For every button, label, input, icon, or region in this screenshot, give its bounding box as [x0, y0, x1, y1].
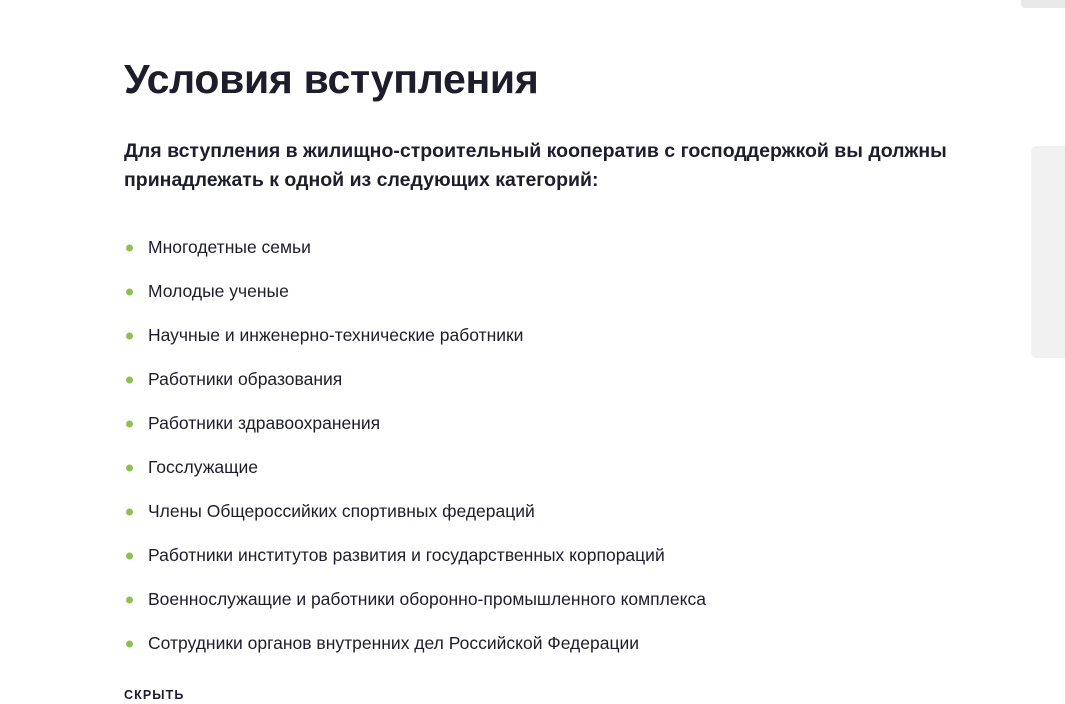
top-right-tab	[1021, 0, 1065, 8]
bullet-icon	[126, 464, 133, 471]
list-item-label: Члены Общероссийких спортивных федераций	[148, 500, 535, 521]
list-item-label: Научные и инженерно-технические работники	[148, 324, 524, 345]
list-item-label: Молодые ученые	[148, 280, 289, 301]
collapse-button[interactable]: СКРЫТЬ	[124, 687, 185, 702]
list-item-label: Сотрудники органов внутренних дел Российской Федерации	[148, 632, 640, 653]
bullet-icon	[126, 244, 133, 251]
lead-paragraph: Для вступления в жилищно-строительный кооператив с господдержкой вы должны принадлежать к одной из следующих категорий:	[124, 140, 947, 192]
list-item	[124, 534, 984, 578]
list-item	[124, 446, 984, 490]
bullet-icon	[126, 376, 133, 383]
right-side-panel[interactable]	[1031, 146, 1065, 358]
bullet-icon	[126, 552, 133, 559]
list-item-label: Многодетные семьи	[148, 236, 311, 257]
list-item-label: Работники здравоохранения	[148, 412, 381, 433]
list-item	[124, 578, 984, 622]
content-area	[124, 56, 984, 704]
list-item-label: Госслужащие	[148, 456, 259, 477]
bullet-icon	[126, 288, 133, 295]
page-title: Условия вступления	[124, 56, 539, 102]
list-item	[124, 622, 984, 666]
list-item-label: Работники образования	[148, 368, 343, 389]
list-item	[124, 270, 984, 314]
bullet-icon	[126, 640, 133, 647]
list-item-label: Военнослужащие и работники оборонно-промышленного комплекса	[148, 588, 706, 609]
bullet-icon	[126, 420, 133, 427]
list-item	[124, 314, 984, 358]
bullet-icon	[126, 332, 133, 339]
list-item	[124, 402, 984, 446]
list-item	[124, 226, 984, 270]
list-item	[124, 490, 984, 534]
bullet-icon	[126, 508, 133, 515]
bullet-icon	[126, 596, 133, 603]
list-item	[124, 358, 984, 402]
categories-list	[124, 226, 984, 666]
list-item-label: Работники институтов развития и государственных корпораций	[148, 544, 665, 565]
